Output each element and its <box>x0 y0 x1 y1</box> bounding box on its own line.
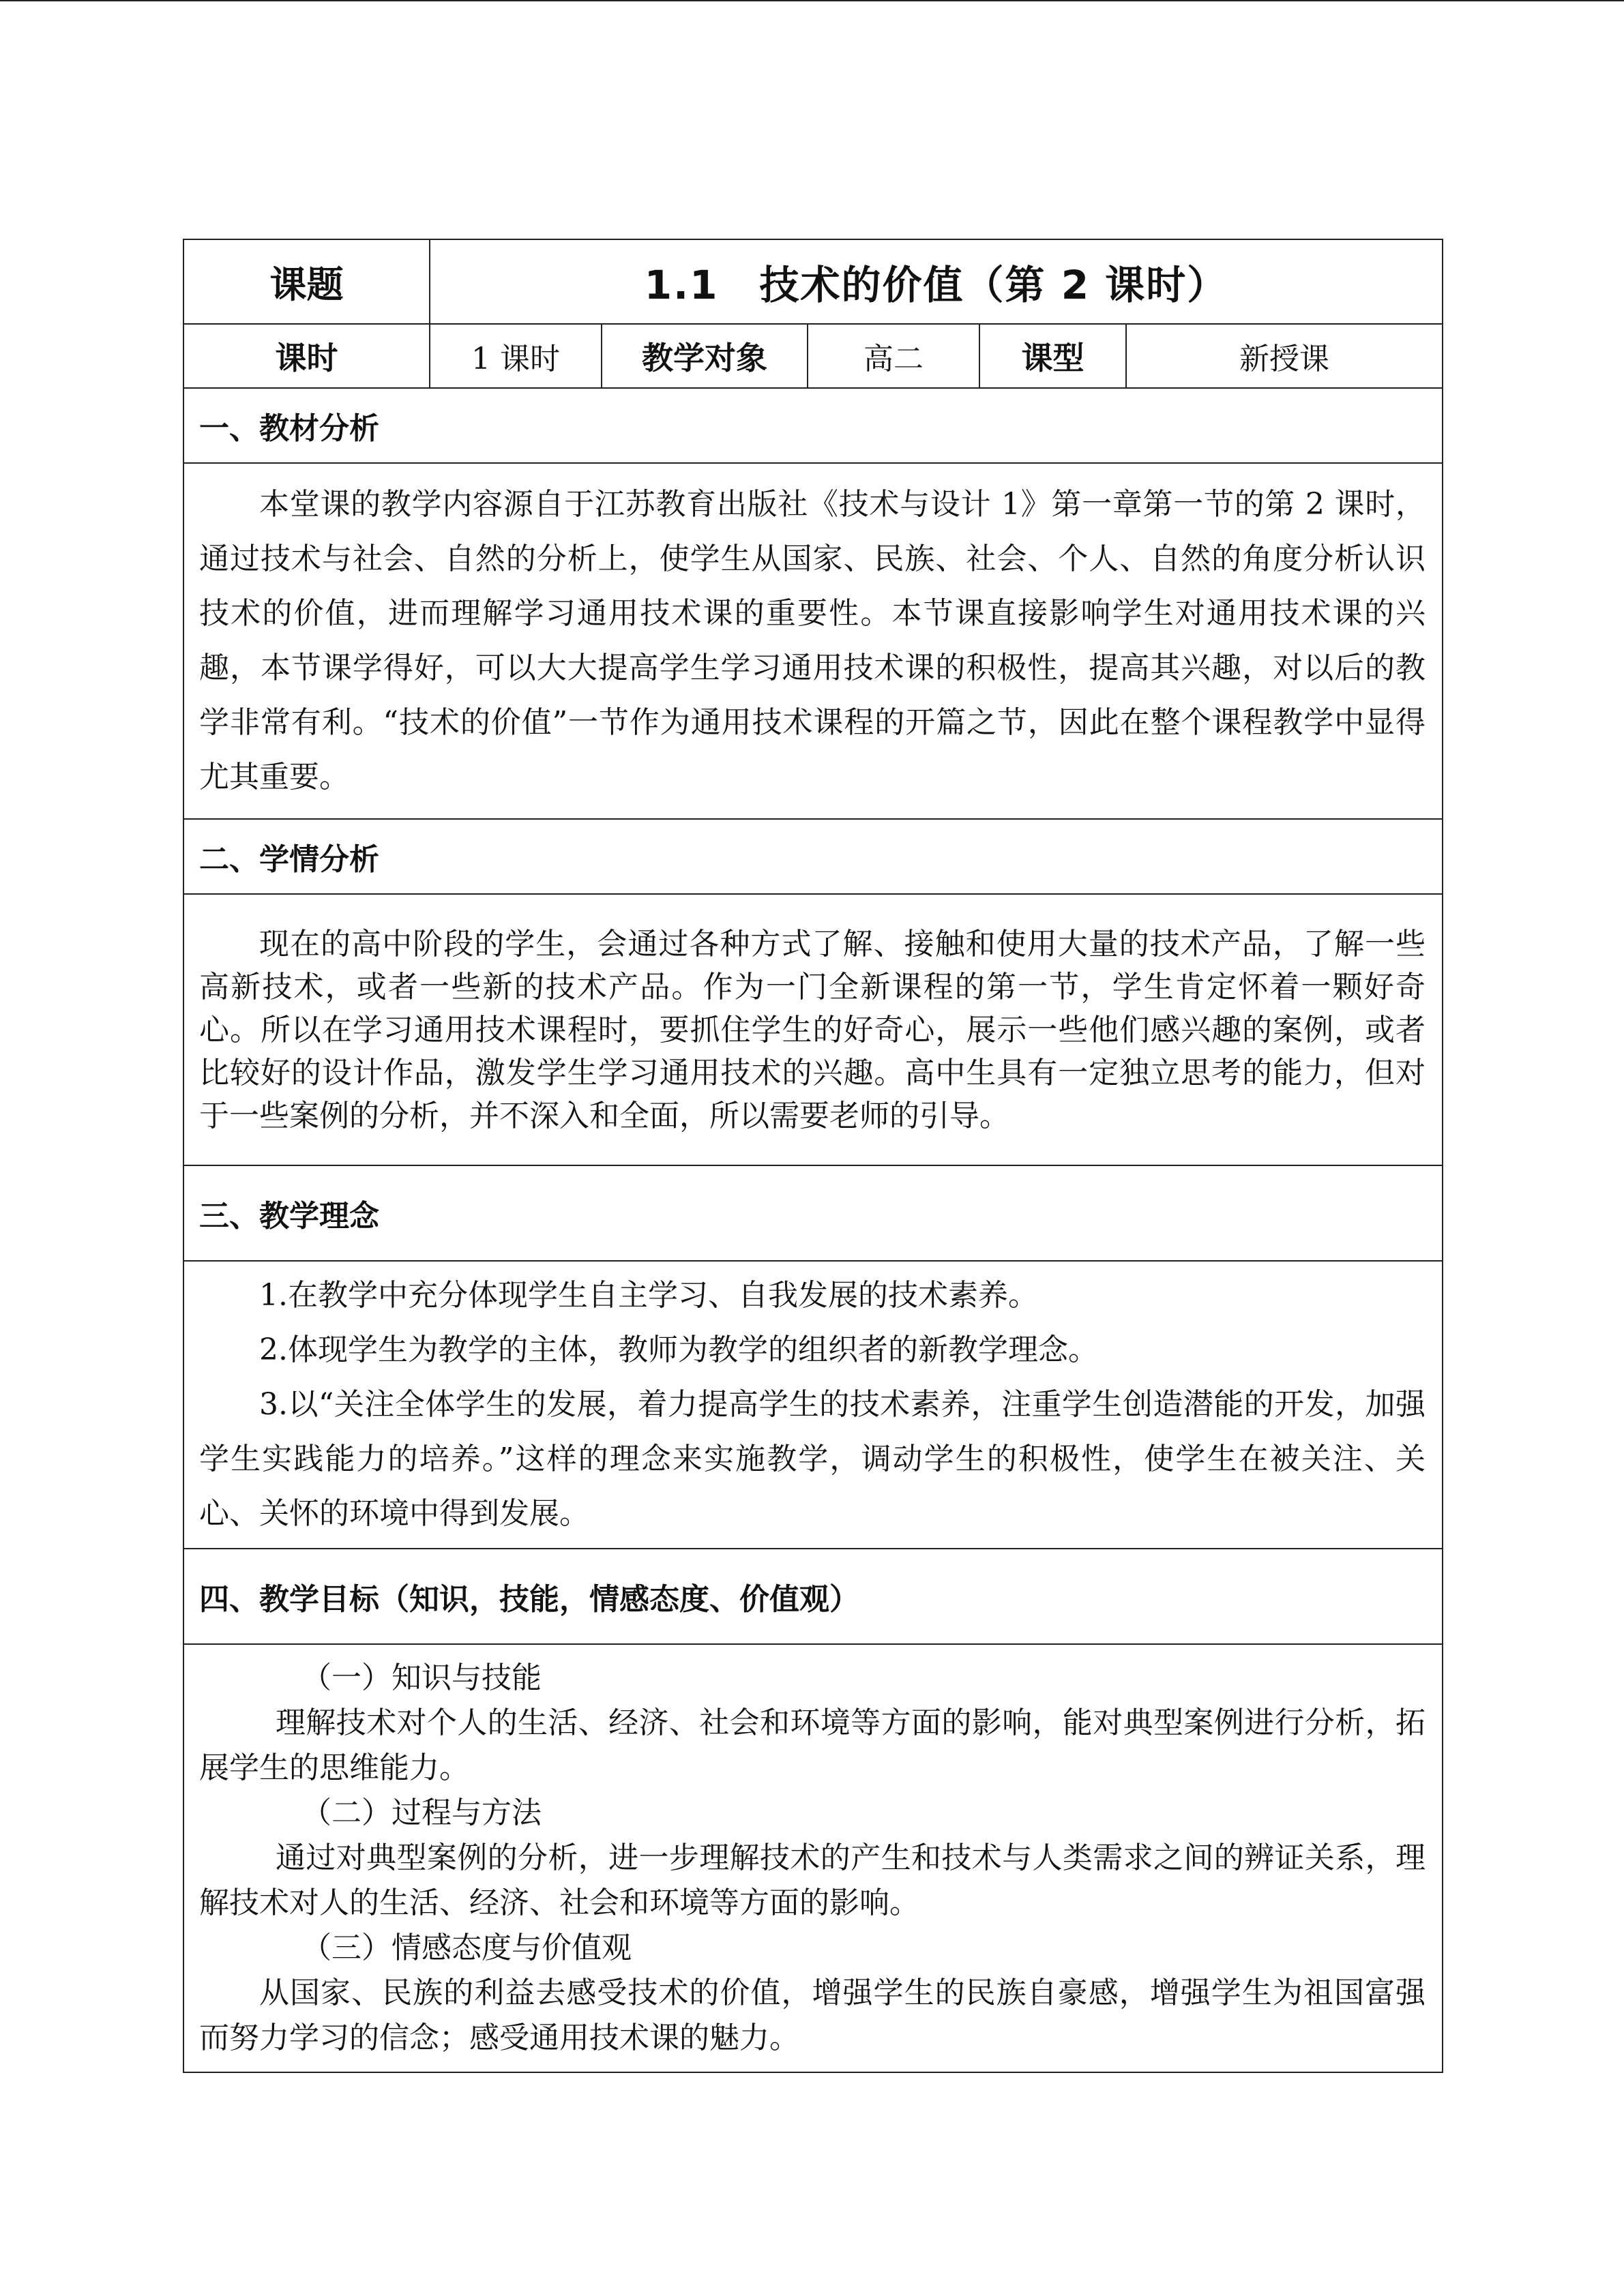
section-objectives-heading-row <box>183 1549 1443 1644</box>
section-textbook-body-row <box>183 463 1443 819</box>
audience-label: 教学对象 <box>602 324 808 388</box>
section-textbook-heading-row <box>183 388 1443 463</box>
lesson-title: 1.1 技术的价值（第 2 课时） <box>430 239 1443 324</box>
audience-value: 高二 <box>808 324 979 388</box>
section-body <box>183 1644 1443 2072</box>
list-item: 1.在教学中充分体现学生自主学习、自我发展的技术素养。 <box>259 1278 1038 1313</box>
lesson-type-label: 课型 <box>979 324 1126 388</box>
paragraph: 从国家、民族的利益去感受技术的价值，增强学生的民族自豪感，增强学生为祖国富强而努力学习的信念；感受通用技术课的魅力。 <box>199 1976 1426 2055</box>
section-heading: 四、教学目标（知识，技能，情感态度、价值观） <box>183 1549 1443 1644</box>
section-philosophy-heading-row <box>183 1165 1443 1261</box>
section-body <box>183 463 1443 819</box>
meta-row <box>183 324 1443 388</box>
paragraph: 本堂课的教学内容源自于江苏教育出版社《技术与设计 1》第一章第一节的第 2 课时，通过技术与社会、自然的分析上，使学生从国家、民族、社会、个人、自然的角度分析认识技术的价值，进而理解学习通用技术课的重要性。本节课直接影响学生对通用技术课的兴趣，本节课学得好，可以大大提高学生学习通用技术课的积极性，提高其兴趣，对以后的教学非常有利。“技术的价值”一节作为通用技术课程的开篇之节，因此在整个课程教学中显得尤其重要。 <box>199 487 1426 794</box>
paragraph: 理解技术对个人的生活、经济、社会和环境等方面的影响，能对典型案例进行分析，拓展学生的思维能力。 <box>199 1705 1426 1785</box>
section-students-body-row <box>183 894 1443 1165</box>
subsection-title: （一）知识与技能 <box>301 1660 542 1695</box>
section-students-heading-row <box>183 819 1443 894</box>
lesson-plan-table <box>183 239 1443 2073</box>
section-philosophy-body-row <box>183 1261 1443 1549</box>
paragraph: 现在的高中阶段的学生，会通过各种方式了解、接触和使用大量的技术产品，了解一些高新技术，或者一些新的技术产品。作为一门全新课程的第一节，学生肯定怀着一颗好奇心。所以在学习通用技术课程时，要抓住学生的好奇心，展示一些他们感兴趣的案例，或者比较好的设计作品，激发学生学习通用技术的兴趣。高中生具有一定独立思考的能力，但对于一些案例的分析，并不深入和全面，所以需要老师的引导。 <box>199 926 1426 1133</box>
subsection-title: （三）情感态度与价值观 <box>301 1930 632 1965</box>
lesson-type-value: 新授课 <box>1126 324 1443 388</box>
section-heading: 二、学情分析 <box>183 819 1443 894</box>
section-body <box>183 1261 1443 1549</box>
section-heading: 三、教学理念 <box>183 1165 1443 1261</box>
paragraph: 通过对典型案例的分析，进一步理解技术的产生和技术与人类需求之间的辨证关系，理解技术对人的生活、经济、社会和环境等方面的影响。 <box>199 1840 1426 1920</box>
list-item: 2.体现学生为教学的主体，教师为教学的组织者的新教学理念。 <box>259 1332 1098 1367</box>
page-top-border <box>0 0 1624 1</box>
section-heading: 一、教材分析 <box>183 388 1443 463</box>
hours-label: 课时 <box>183 324 430 388</box>
section-body <box>183 894 1443 1165</box>
hours-value: 1 课时 <box>430 324 602 388</box>
title-row <box>183 239 1443 324</box>
list-item: 3.以“关注全体学生的发展，着力提高学生的技术素养，注重学生创造潜能的开发，加强学生实践能力的培养。”这样的理念来实施教学，调动学生的积极性，使学生在被关注、关心、关怀的环境中得到发展。 <box>199 1387 1426 1531</box>
subsection-title: （二）过程与方法 <box>301 1795 542 1830</box>
title-label-cell: 课题 <box>183 239 430 324</box>
section-objectives-body-row <box>183 1644 1443 2072</box>
